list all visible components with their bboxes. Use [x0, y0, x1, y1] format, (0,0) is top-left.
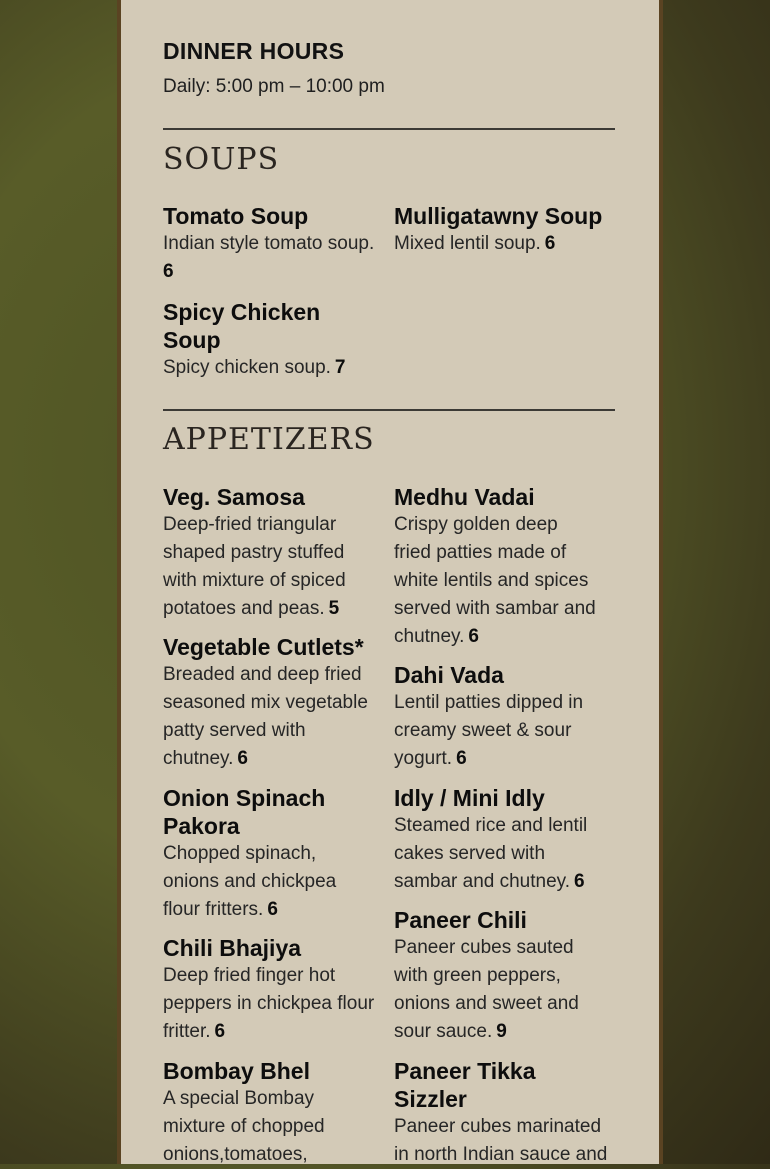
item-description: Crispy golden deep fried patties made of white lentils and spices served with sambar and chutney. 6: [394, 514, 596, 647]
item-description: Spicy chicken soup. 7: [163, 357, 346, 378]
item-price: 6: [468, 626, 479, 647]
item-name: Veg. Samosa: [163, 484, 305, 510]
menu-item-veg-samosa: [163, 483, 377, 623]
dinner-hours-title: DINNER HOURS: [163, 38, 345, 64]
item-description: Paneer cubes sauted with green peppers, onions and sweet and sour sauce. 9: [394, 937, 579, 1042]
menu-item-bombay-bhel: [163, 1057, 377, 1169]
item-name: Paneer Tikka Sizzler: [394, 1058, 536, 1112]
appetizers-section-title: APPETIZERS: [163, 422, 375, 457]
item-name: Vegetable Cutlets*: [163, 634, 364, 660]
item-description: Deep fried finger hot peppers in chickpea flour fritter. 6: [163, 965, 375, 1042]
item-price: 6: [237, 748, 248, 769]
menu-item-mulligatawny-soup: [394, 202, 608, 258]
item-price: 5: [328, 598, 340, 619]
item-price: 6: [163, 261, 174, 282]
menu-card: [121, 0, 659, 1164]
item-price: 6: [574, 871, 585, 892]
item-description: Steamed rice and lentil cakes served with sambar and chutney. 6: [394, 815, 588, 892]
item-price: 6: [544, 233, 556, 254]
item-price: 6: [214, 1021, 226, 1042]
item-price: 6: [456, 748, 467, 769]
item-price: 9: [496, 1021, 507, 1042]
item-description: Lentil patties dipped in creamy sweet & sour yogurt. 6: [394, 692, 584, 769]
item-name: Idly / Mini Idly: [394, 785, 545, 811]
item-description: Paneer cubes marinated in north Indian sauce and: [394, 1116, 608, 1165]
dinner-hours-text: Daily: 5:00 pm – 10:00 pm: [163, 76, 385, 97]
section-divider: [163, 409, 615, 411]
menu-item-dahi-vada: [394, 661, 608, 773]
item-description: Breaded and deep fried seasoned mix vegetable patty served with chutney. 6: [163, 664, 368, 769]
section-divider: [163, 128, 615, 130]
menu-item-chili-bhajiya: [163, 934, 377, 1046]
menu-item-paneer-chili: [394, 906, 608, 1046]
menu-item-spicy-chicken-soup: [163, 298, 377, 382]
item-name: Paneer Chili: [394, 907, 527, 933]
menu-item-tomato-soup: [163, 202, 377, 286]
item-name: Chili Bhajiya: [163, 935, 302, 961]
item-name: Bombay Bhel: [163, 1058, 310, 1084]
item-description: A special Bombay mixture of chopped onions,tomatoes,: [163, 1088, 325, 1165]
item-name: Medhu Vadai: [394, 484, 535, 510]
menu-item-vegetable-cutlets: [163, 633, 377, 773]
item-name: Spicy Chicken Soup: [163, 299, 321, 353]
item-price: 7: [334, 357, 346, 378]
menu-item-onion-spinach-pakora: [163, 784, 377, 924]
item-description: Chopped spinach, onions and chickpea flour fritters. 6: [163, 843, 337, 920]
item-description: Deep-fried triangular shaped pastry stuffed with mixture of spiced potatoes and peas. 5: [163, 514, 346, 619]
item-description: Mixed lentil soup. 6: [394, 233, 556, 254]
menu-item-idly-mini-idly: [394, 784, 608, 896]
item-price: 6: [267, 899, 278, 920]
item-name: Dahi Vada: [394, 662, 504, 688]
item-name: Tomato Soup: [163, 203, 309, 229]
item-name: Onion Spinach Pakora: [163, 785, 326, 839]
item-name: Mulligatawny Soup: [394, 203, 603, 229]
menu-item-medhu-vadai: [394, 483, 608, 651]
item-description: Indian style tomato soup. 6: [163, 233, 375, 282]
soups-section-title: SOUPS: [163, 142, 280, 177]
menu-item-paneer-tikka-sizzler: [394, 1057, 608, 1169]
